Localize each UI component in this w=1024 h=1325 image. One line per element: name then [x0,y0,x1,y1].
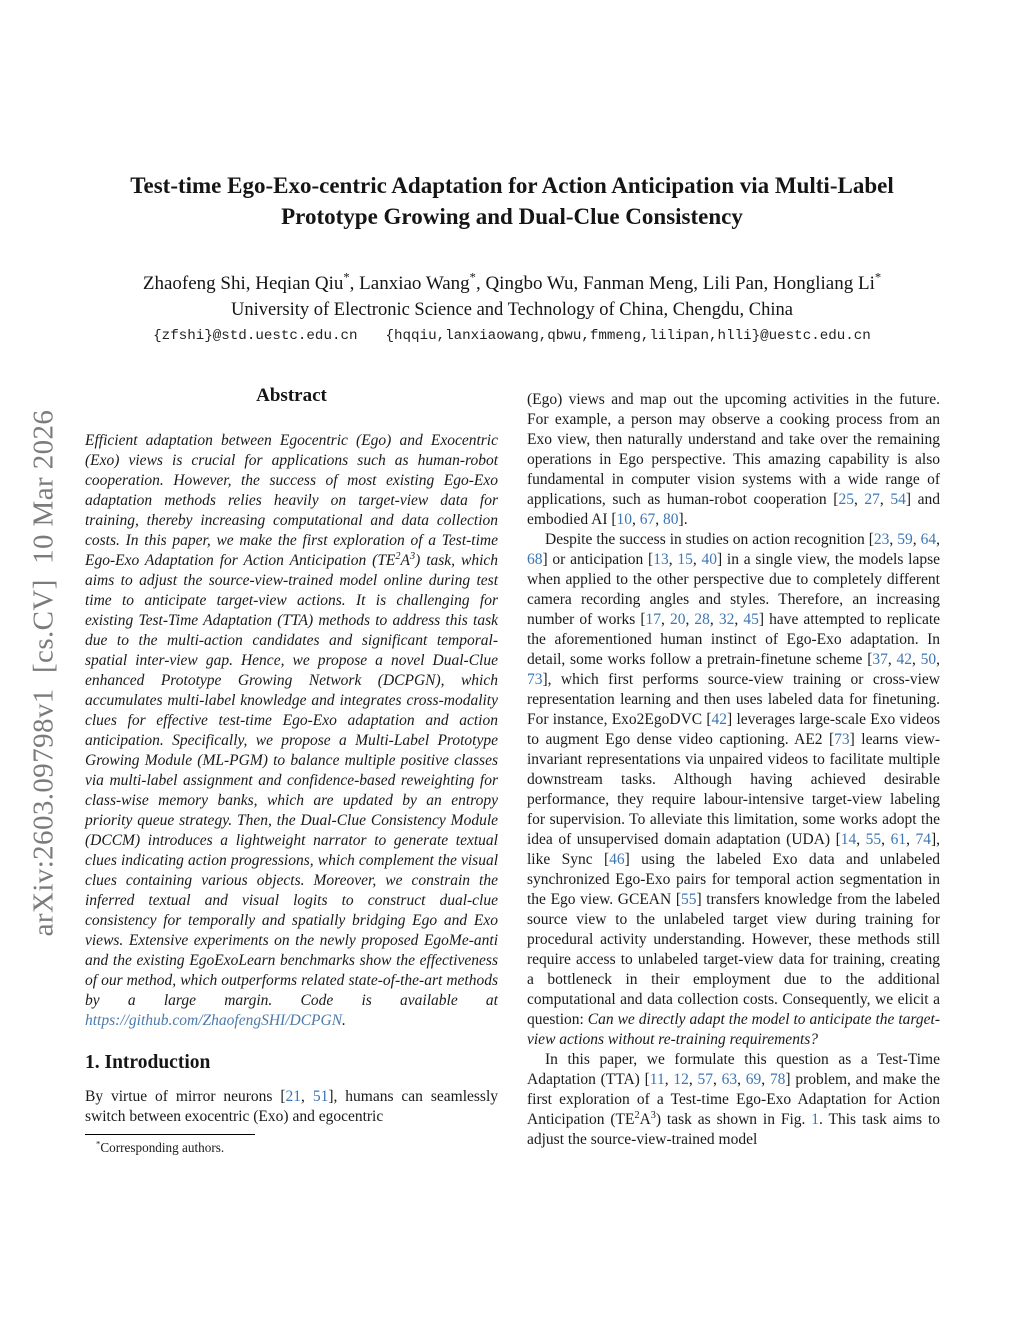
figure-ref-link[interactable]: 1 [811,1111,820,1128]
citation-link[interactable]: 73 [834,731,850,748]
citation-link[interactable]: 13 [653,551,669,568]
citation-link[interactable]: 80 [663,511,679,528]
citation-link[interactable]: 50 [920,651,937,668]
superscript: 2 [634,1109,640,1121]
author-emails [0,328,1024,344]
citation-link[interactable]: 55 [680,891,697,908]
arxiv-stamp: arXiv:2603.09798v1 [cs.CV] 10 Mar 2026 [27,409,60,937]
citation-link[interactable]: 46 [609,851,625,868]
email-group-students: {zfshi}@std.uestc.edu.cn [153,328,358,344]
citation-link[interactable]: 21 [285,1088,302,1105]
superscript: 3 [650,1109,656,1121]
citation-link[interactable]: 27 [864,491,880,508]
citation-link[interactable]: 61 [890,831,907,848]
citation-link[interactable]: 42 [711,711,728,728]
citation-link[interactable]: 11 [649,1071,665,1088]
citation-link[interactable]: 54 [890,491,906,508]
superscript: 3 [409,550,416,562]
left-column [85,385,498,1156]
citation-link[interactable]: 68 [527,551,543,568]
paper-title: Test-time Ego-Exo-centric Adaptation for Action Anticipation via Multi-Label Prototype Growing and Dual-Clue Consistency [130,173,894,229]
right-column [527,385,940,1156]
citation-link[interactable]: 25 [838,491,854,508]
citation-link[interactable]: 45 [743,611,759,628]
footnote [85,1134,498,1156]
body-paragraph: Despite the success in studies on action recognition [23, 59, 64, 68] or anticipation [13, 15, 40] in a single view, the models lapse when applied to the other perspective due to completely different camera recording angles and styles. Therefore, an increasing number of works [17, 20, 28, 32, 45] have attempted to replicate the aforementioned human instinct of Ego-Exo adaptation. In detail, some works follow a pretrain-finetune scheme [37, 42, 50, 73], which first performs source-view training or cross-view representation learning and then uses labeled data for finetuning. For instance, Exo2EgoDVC [42] leverages large-scale Exo videos to augment Ego dense video captioning. AE2 [73] learns view-invariant representations via unpaired videos to facilitate multiple downstream tasks. Although having achieved desirable performance, they require labour-intensive target-view labeling for supervision. To alleviate this limitation, some works adopt the idea of unsupervised domain adaptation (UDA) [14, 55, 61, 74], like Sync [46] using the labeled Exo data and unlabeled synchronized Ego-Exo pairs for temporal action segmentation in the Ego view. GCEAN [55] transfers knowledge from the labeled source view to the unlabeled target view during training for procedural activity understanding. However, these methods still require access to unlabeled target-view data for training, creating a bottleneck in their employment due to the additional computational and data collection costs. Consequently, we elicit a question: Can we directly adapt the model to anticipate the target-view actions without re-training requirements? [527,531,941,1048]
two-column-body [85,385,940,1156]
citation-link[interactable]: 37 [872,651,888,668]
email-group-faculty: {hqqiu,lanxiaowang,qbwu,fmmeng,lilipan,hlli}@uestc.edu.cn [385,328,871,344]
abstract-heading: Abstract [256,385,327,406]
citation-link[interactable]: 51 [312,1088,329,1105]
citation-link[interactable]: 59 [897,531,913,548]
citation-link[interactable]: 20 [669,611,686,628]
citation-link[interactable]: 57 [697,1071,713,1088]
body-paragraph: (Ego) views and map out the upcoming activities in the future. For example, a person may observe a cooking process from an Exo view, then naturally understand and take over the remaining operations in Ego perspective. This amazing capability is also fundamental in computer vision systems with a wide range of applications, such as human-robot cooperation [25, 27, 54] and embodied AI [10, 67, 80]. [527,391,941,528]
citation-link[interactable]: 42 [896,651,912,668]
citation-link[interactable]: 15 [677,551,693,568]
citation-link[interactable]: 73 [527,671,543,688]
citation-link[interactable]: 14 [840,831,857,848]
abstract-text: Efficient adaptation between Egocentric (Ego) and Exocentric (Exo) views is crucial for applications such as human-robot cooperation. However, the success of most existing Ego-Exo adaptation methods relies heavily on target-view data for training, thereby increasing computational and data collection costs. In this paper, we make the first exploration of a Test-time Ego-Exo Adaptation for Action Anticipation $(TE^2A^3)$ task, which aims to adjust the source-view-trained model online during test time to anticipate target-view actions. It is challenging for existing Test-Time Adaptation (TTA) methods to address this task due to the multi-action candidates and significant temporal-spatial inter-view gap. Hence, we propose a novel Dual-Clue enhanced Prototype Growing Network (DCPGN), which accumulates multi-label knowledge and integrates cross-modality clues for effective test-time Ego-Exo adaptation and action anticipation. Specifically, we propose a Multi-Label Prototype Growing Module (ML-PGM) to balance multiple positive classes via multi-label assignment and confidence-based reweighting for class-wise memory banks, which are updated by an entropy priority queue strategy. Then, the Dual-Clue Consistency Module (DCCM) introduces a lightweight narrator to generate textual clues indicating action progressions, which complement the visual clues containing various objects. Moreover, we constrain the inferred textual and visual logits to construct dual-clue consistency for temporally and spatially bridging Ego and Exo views. Extensive experiments on the newly proposed EgoMe-anti and the existing EgoExoLearn benchmarks show the effectiveness of our method, which outperforms related state-of-the-art methods by a large margin. Code is available at https://github.com/ZhaofengSHI/DCPGN. [85,432,499,1029]
paper-header [0,170,1024,344]
footnote-text: *Corresponding authors. [96,1138,225,1155]
citation-link[interactable]: 69 [745,1071,762,1088]
author-list: Zhaofeng Shi, Heqian Qiu*, Lanxiao Wang*, Qingbo Wu, Fanman Meng, Lili Pan, Hongliang Li* [142,270,882,294]
footnote-rule [85,1134,255,1135]
citation-link[interactable]: 10 [616,511,633,528]
citation-link[interactable]: 67 [639,511,656,528]
citation-link[interactable]: 63 [721,1071,738,1088]
citation-link[interactable]: 23 [873,531,890,548]
superscript: * [96,1138,101,1149]
citation-link[interactable]: 64 [920,531,937,548]
affiliation: University of Electronic Science and Technology of China, Chengdu, China [231,300,793,320]
citation-link[interactable]: 12 [673,1071,689,1088]
citation-link[interactable]: 74 [915,831,931,848]
introduction-heading: 1. Introduction [85,1052,211,1073]
citation-link[interactable]: 17 [645,611,662,628]
body-paragraph: In this paper, we formulate this question as a Test-Time Adaptation (TTA) [11, 12, 57, 63, 69, 78] problem, and make the first exploration of a Test-time Ego-Exo Adaptation for Action Anticipation $(TE^2A^3)$ task as shown in Fig. 1. This task aims to adjust the source-view-trained model [527,1051,941,1148]
code-repository-link[interactable]: https://github.com/ZhaofengSHI/DCPGN [85,1012,343,1029]
citation-link[interactable]: 78 [769,1071,786,1088]
citation-link[interactable]: 32 [718,611,735,628]
citation-link[interactable]: 40 [701,551,717,568]
superscript: 2 [395,550,401,562]
superscript: * [469,270,476,285]
citation-link[interactable]: 55 [865,831,882,848]
superscript: * [343,270,350,285]
superscript: * [874,270,882,285]
citation-link[interactable]: 28 [694,611,710,628]
intro-paragraph: By virtue of mirror neurons [21, 51], humans can seamlessly switch between exocentric (Exo) and egocentric [85,1088,499,1125]
emphasized-text: Can we directly adapt the model to anticipate the target-view actions without re-training requirements? [527,1011,940,1048]
